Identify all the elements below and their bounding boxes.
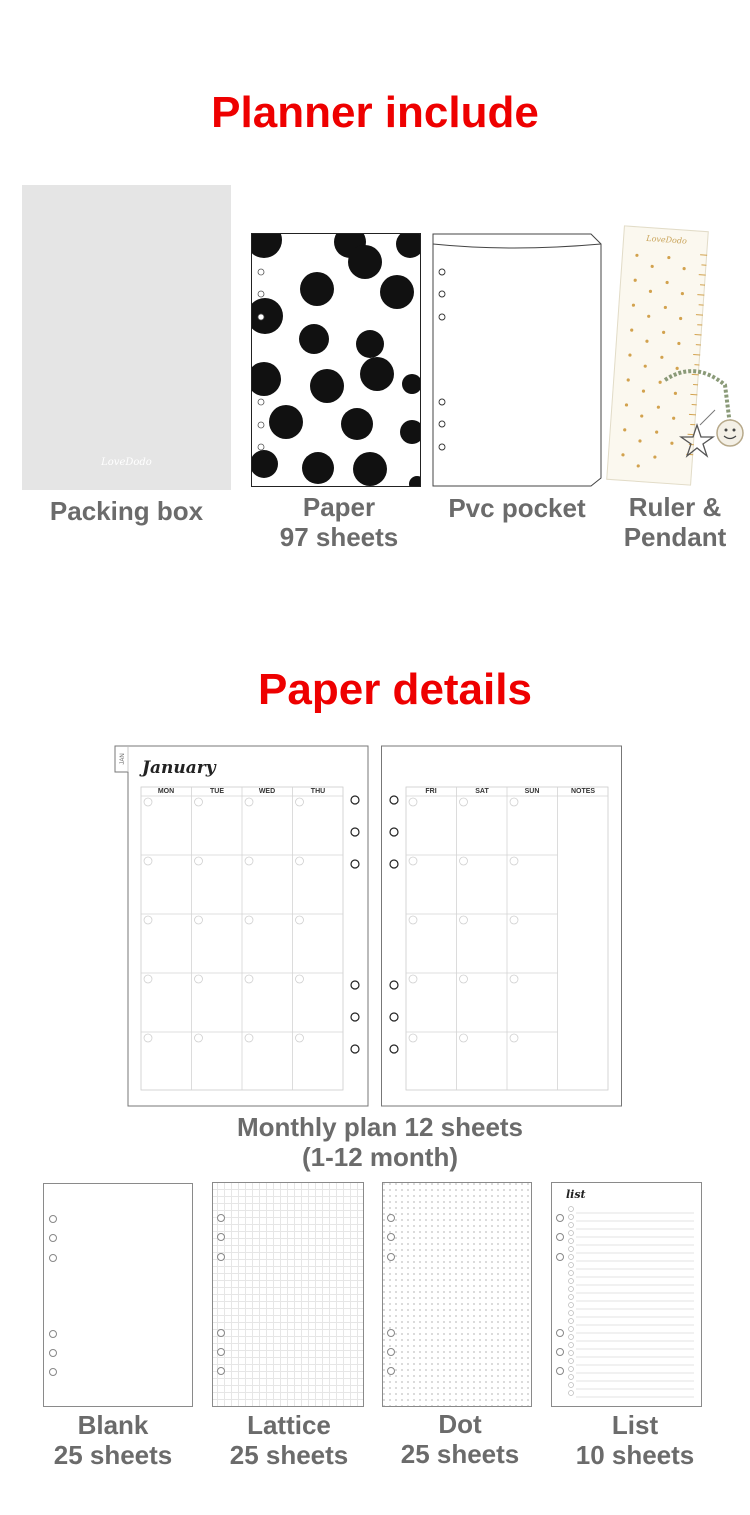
day-header: WED xyxy=(258,788,276,795)
day-header: TUE xyxy=(210,788,224,795)
binder-hole xyxy=(217,1253,225,1261)
day-header: THU xyxy=(310,788,326,795)
section-title-paper-details: Paper details xyxy=(258,665,532,714)
notes-header: NOTES xyxy=(570,788,596,795)
binder-hole xyxy=(387,1329,395,1337)
binder-hole xyxy=(556,1348,564,1356)
dot-insert-image xyxy=(382,1182,532,1407)
packing-box-image xyxy=(22,185,231,490)
binder-hole xyxy=(217,1214,225,1222)
lattice-caption: Lattice 25 sheets xyxy=(229,1410,349,1470)
binder-hole xyxy=(217,1367,225,1375)
binder-hole xyxy=(556,1367,564,1375)
binder-hole xyxy=(217,1329,225,1337)
list-header: list xyxy=(566,1188,586,1201)
packing-box-caption: Packing box xyxy=(49,496,204,526)
month-tab-label: JAN xyxy=(120,753,126,765)
polka-dot-pattern xyxy=(252,234,421,487)
list-caption: List 10 sheets xyxy=(575,1410,695,1470)
binder-hole xyxy=(556,1253,564,1261)
binder-hole xyxy=(49,1215,57,1223)
binder-hole xyxy=(387,1348,395,1356)
binder-hole xyxy=(217,1233,225,1241)
list-lines xyxy=(552,1183,703,1408)
binder-hole xyxy=(556,1214,564,1222)
binder-hole xyxy=(556,1329,564,1337)
pvc-pocket-caption: Pvc pocket xyxy=(448,493,586,523)
binder-hole xyxy=(49,1368,57,1376)
ruler-pendant-caption: Ruler & Pendant xyxy=(623,492,727,552)
binder-hole xyxy=(556,1233,564,1241)
binder-hole xyxy=(49,1234,57,1242)
binder-hole xyxy=(217,1348,225,1356)
binder-hole xyxy=(49,1254,57,1262)
binder-hole xyxy=(49,1349,57,1357)
day-header: SUN xyxy=(524,788,540,795)
polka-dot-paper-image xyxy=(251,233,421,487)
blank-insert-image xyxy=(43,1183,193,1407)
pendant-charm-icon xyxy=(655,365,745,475)
list-insert-image xyxy=(551,1182,702,1407)
binder-hole xyxy=(387,1233,395,1241)
binder-hole xyxy=(387,1253,395,1261)
section-title-planner-include: Planner include xyxy=(211,88,539,137)
day-header: FRI xyxy=(425,788,437,795)
binder-hole xyxy=(387,1367,395,1375)
blank-caption: Blank 25 sheets xyxy=(53,1410,173,1470)
pvc-pocket-image xyxy=(431,232,603,488)
paper-caption: Paper 97 sheets xyxy=(279,492,399,552)
box-logo: LoveDodo xyxy=(101,457,152,468)
ruler-logo: LoveDodo xyxy=(646,233,688,246)
month-title: January xyxy=(142,758,216,778)
day-header: SAT xyxy=(475,788,489,795)
lattice-insert-image xyxy=(212,1182,364,1407)
day-header: MON xyxy=(157,788,175,795)
dot-caption: Dot 25 sheets xyxy=(400,1409,520,1469)
monthly-plan-caption: Monthly plan 12 sheets (1-12 month) xyxy=(236,1112,524,1172)
monthly-plan-spread xyxy=(112,742,627,1110)
binder-hole xyxy=(387,1214,395,1222)
binder-hole xyxy=(49,1330,57,1338)
